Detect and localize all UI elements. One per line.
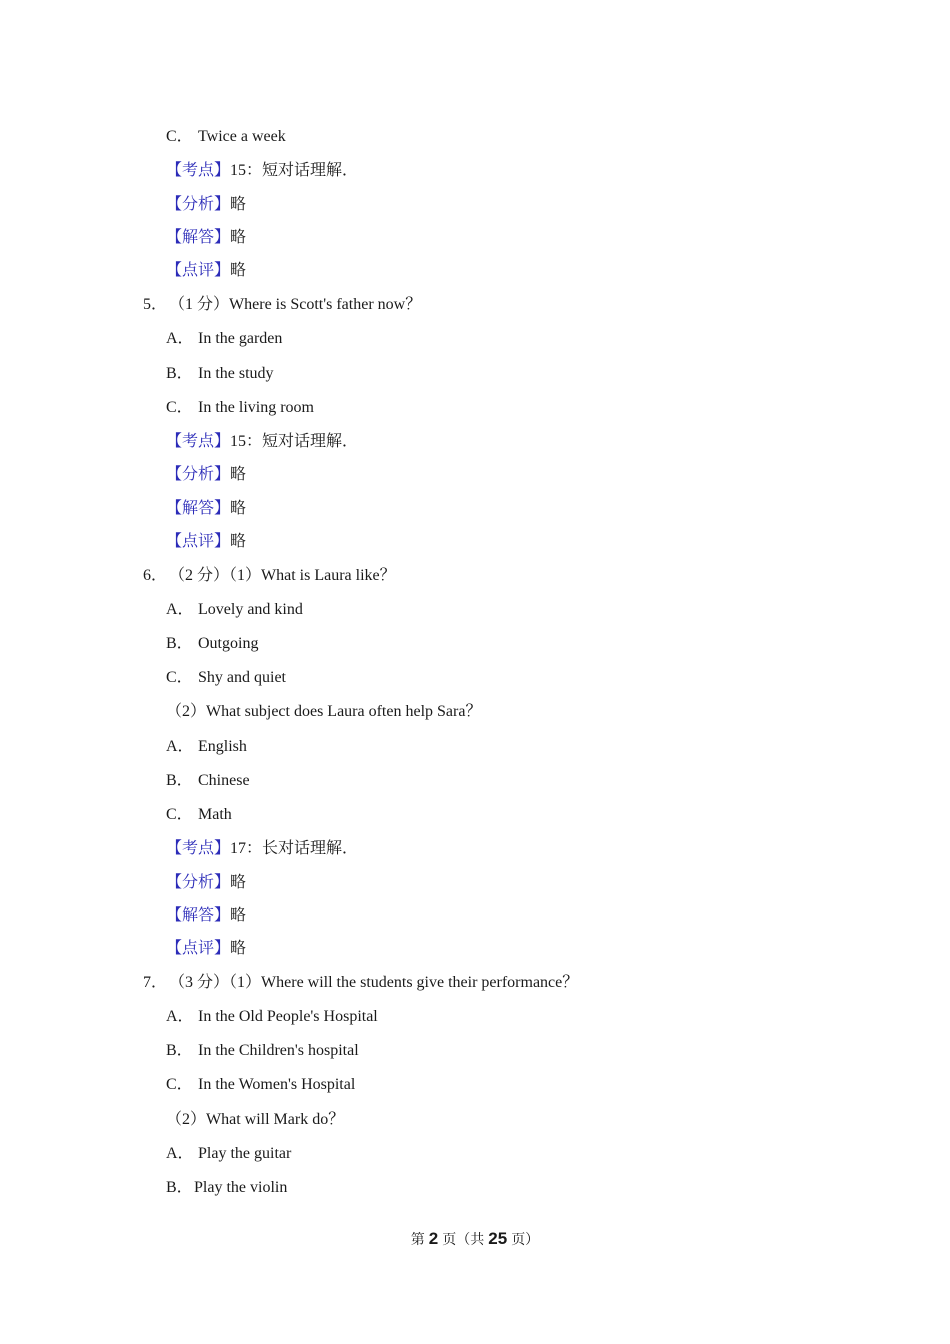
fenxi-tag: 【分析】 — [166, 874, 231, 891]
fenxi-line: 【分析】略 — [166, 196, 247, 213]
option-a: A． Lovely and kind — [166, 601, 303, 618]
jieda-tag: 【解答】 — [166, 229, 231, 246]
option-a: A． Play the guitar — [166, 1145, 292, 1162]
kaodian-line: 【考点】15：短对话理解． — [166, 162, 359, 179]
option-c: C． Math — [166, 806, 232, 823]
question-6: 6． （2 分）（1）What is Laura like？ — [143, 567, 396, 584]
option-b: B．Play the violin — [166, 1179, 288, 1196]
option-c: C． In the living room — [166, 399, 314, 416]
page-number: 2 — [428, 1229, 439, 1248]
fenxi-tag: 【分析】 — [166, 196, 231, 213]
kaodian-tag: 【考点】 — [166, 162, 231, 179]
dianping-line: 【点评】略 — [166, 533, 247, 550]
jieda-line: 【解答】略 — [166, 907, 247, 924]
dianping-tag: 【点评】 — [166, 533, 231, 550]
jieda-line: 【解答】略 — [166, 229, 247, 246]
option-c: C． Shy and quiet — [166, 669, 286, 686]
fenxi-line: 【分析】略 — [166, 466, 247, 483]
dianping-line: 【点评】略 — [166, 940, 247, 957]
question-5: 5． （1 分）Where is Scott's father now？ — [143, 296, 422, 313]
total-pages: 25 — [488, 1229, 508, 1248]
sub-question: （2）What will Mark do？ — [166, 1111, 345, 1128]
option-b: B． In the study — [166, 365, 274, 382]
kaodian-tag: 【考点】 — [166, 840, 231, 857]
page-footer: 第 2 页（共 25 页） — [410, 1229, 540, 1248]
kaodian-line: 【考点】17：长对话理解． — [166, 840, 359, 857]
question-7: 7． （3 分）（1）Where will the students give their performance？ — [143, 974, 579, 991]
dianping-tag: 【点评】 — [166, 262, 231, 279]
sub-question: （2）What subject does Laura often help Sara？ — [166, 703, 482, 720]
kaodian-line: 【考点】15：短对话理解． — [166, 433, 359, 450]
option-b: B． In the Children's hospital — [166, 1042, 359, 1059]
dianping-line: 【点评】略 — [166, 262, 247, 279]
option-b: B． Outgoing — [166, 635, 259, 652]
option-b: B． Chinese — [166, 772, 250, 789]
option-a: A． English — [166, 738, 247, 755]
option-c: C． In the Women's Hospital — [166, 1076, 356, 1093]
jieda-tag: 【解答】 — [166, 907, 231, 924]
option-a: A． In the garden — [166, 330, 283, 347]
fenxi-line: 【分析】略 — [166, 874, 247, 891]
kaodian-tag: 【考点】 — [166, 433, 231, 450]
fenxi-tag: 【分析】 — [166, 466, 231, 483]
option-a: A． In the Old People's Hospital — [166, 1008, 378, 1025]
dianping-tag: 【点评】 — [166, 940, 231, 957]
jieda-line: 【解答】略 — [166, 500, 247, 517]
option-c: C． Twice a week — [166, 128, 286, 145]
jieda-tag: 【解答】 — [166, 500, 231, 517]
